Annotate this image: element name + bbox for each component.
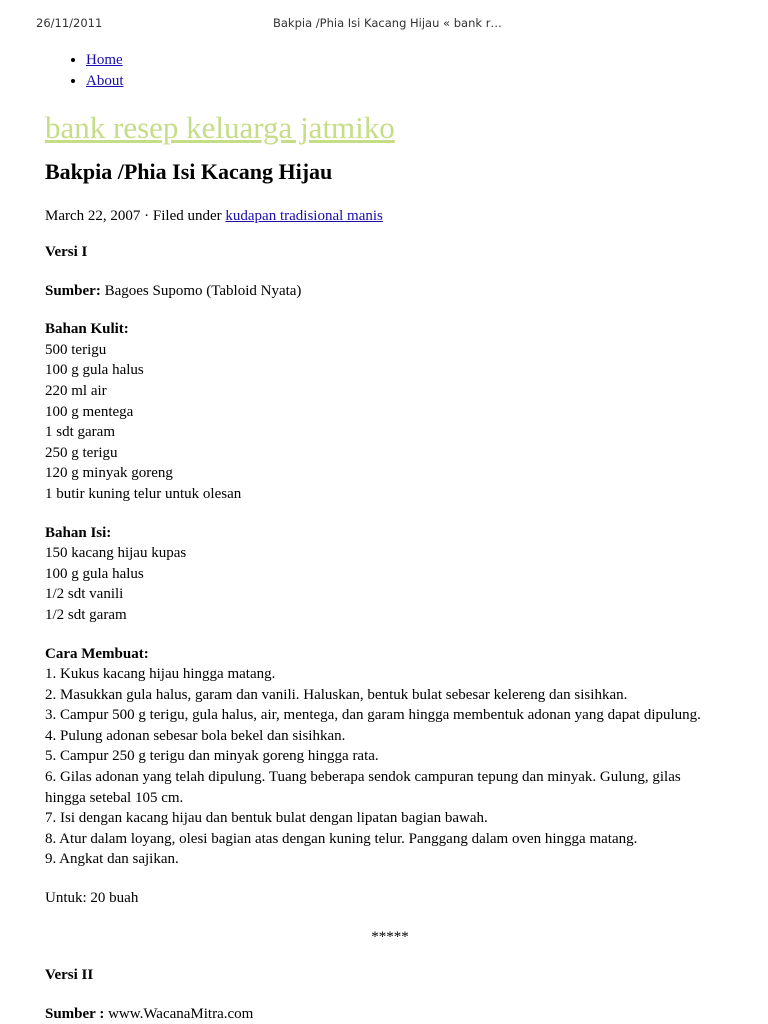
nav-item-about <box>86 71 735 92</box>
print-page-title: Bakpia /Phia Isi Kacang Hijau « bank r… <box>273 16 502 30</box>
list-item: 1/2 sdt garam <box>45 606 127 623</box>
list-item: 500 terigu <box>45 341 107 358</box>
cara-membuat-section <box>45 644 735 871</box>
cara-membuat-heading: Cara Membuat: <box>45 645 149 662</box>
list-item: 100 g gula halus <box>45 362 144 379</box>
nav-menu <box>45 50 735 92</box>
versi2-heading: Versi II <box>45 967 94 984</box>
source-value: www.WacanaMitra.com <box>104 1005 254 1022</box>
step-line: hingga setebal 105 cm. <box>45 789 184 806</box>
post-meta <box>45 207 735 225</box>
nav-link-home[interactable]: Home <box>86 52 123 68</box>
yield-text: Untuk: 20 buah <box>45 890 139 907</box>
filed-under-label: · Filed under <box>140 208 226 224</box>
separator: ***** <box>371 928 409 945</box>
bahan-isi-heading: Bahan Isi: <box>45 524 112 541</box>
step-line: 7. Isi dengan kacang hijau dan bentuk bulat dengan lipatan bagian bawah. <box>45 810 488 827</box>
step-line: 9. Angkat dan sajikan. <box>45 851 179 868</box>
step-line: 4. Pulung adonan sebesar bola bekel dan sisihkan. <box>45 727 346 744</box>
versi1-heading: Versi I <box>45 244 88 260</box>
list-item: 220 ml air <box>45 382 107 399</box>
site-title-link[interactable]: bank resep keluarga jatmiko <box>45 110 395 145</box>
list-item: 100 g mentega <box>45 403 134 420</box>
step-line: 6. Gilas adonan yang telah dipulung. Tuang beberapa sendok campuran tepung dan minyak. Gulung, gilas <box>45 769 681 786</box>
source-label: Sumber : <box>45 1005 105 1022</box>
list-item: 1 butir kuning telur untuk olesan <box>45 485 242 502</box>
bahan-kulit-heading: Bahan Kulit: <box>45 321 129 338</box>
source-value: Bagoes Supomo (Tabloid Nyata) <box>100 282 302 299</box>
bahan-isi-section <box>45 523 735 626</box>
list-item: 120 g minyak goreng <box>45 465 173 482</box>
bahan-kulit-section <box>45 319 735 504</box>
nav-item-home <box>86 50 735 71</box>
nav-link-about[interactable]: About <box>86 73 124 89</box>
step-line: 1. Kukus kacang hijau hingga matang. <box>45 666 276 683</box>
page-content <box>45 50 735 1024</box>
versi2-source <box>45 1004 735 1024</box>
post-date: March 22, 2007 <box>45 208 141 224</box>
versi1-source <box>45 281 735 302</box>
list-item: 100 g gula halus <box>45 565 144 582</box>
step-line: 3. Campur 500 g terigu, gula halus, air, mentega, dan garam hingga membentuk adonan yang dapat dipulung. <box>45 707 701 724</box>
step-line: 8. Atur dalam loyang, olesi bagian atas dengan kuning telur. Panggang dalam oven hingga matang. <box>45 830 638 847</box>
step-line: 5. Campur 250 g terigu dan minyak goreng hingga rata. <box>45 748 379 765</box>
print-date: 26/11/2011 <box>36 16 103 30</box>
list-item: 150 kacang hijau kupas <box>45 545 187 562</box>
print-header <box>0 16 768 34</box>
source-label: Sumber: <box>45 282 101 299</box>
category-link[interactable]: kudapan tradisional manis <box>225 208 383 224</box>
list-item: 250 g terigu <box>45 444 118 461</box>
post-title: Bakpia /Phia Isi Kacang Hijau <box>45 159 333 184</box>
site-title <box>45 109 735 147</box>
list-item: 1/2 sdt vanili <box>45 586 124 603</box>
list-item: 1 sdt garam <box>45 424 115 441</box>
step-line: 2. Masukkan gula halus, garam dan vanili. Haluskan, bentuk bulat sebesar kelereng dan sisihkan. <box>45 686 628 703</box>
